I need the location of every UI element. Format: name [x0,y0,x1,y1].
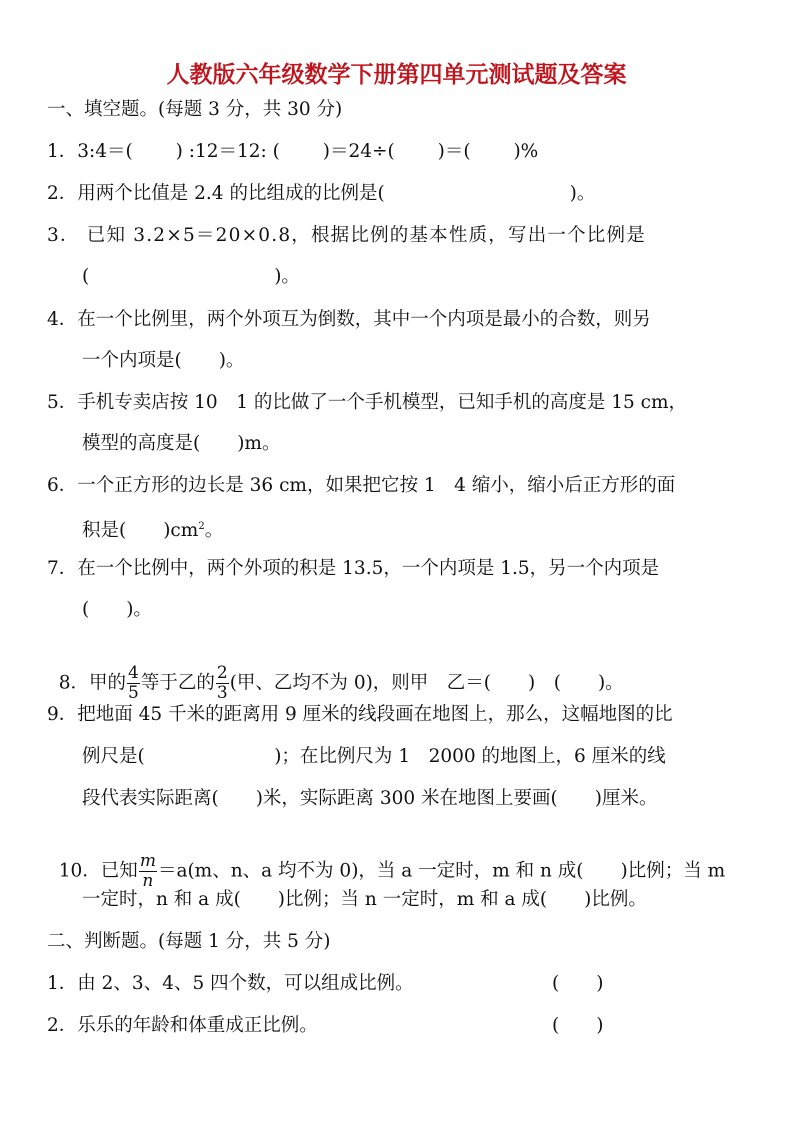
question-4-continued: 一个内项是( )。 [82,350,245,371]
q8-part1: 8．甲的 [58,672,127,694]
fraction-numerator: m [139,851,156,871]
question-9-continued: 例尺是( )；在比例尺为 1 2000 的地图上，6 厘米的线 [82,746,666,767]
question-5: 5．手机专卖店按 10 1 的比做了一个手机模型，已知手机的高度是 15 cm， [47,392,688,413]
q6-superscript: 2 [198,521,205,532]
question-3: 3． 已知 3.2×5＝20×0.8，根据比例的基本性质，写出一个比例是 [47,225,646,246]
question-9: 9．把地面 45 千米的距离用 9 厘米的线段画在地图上，那么，这幅地图的比 [47,704,673,725]
document-title: 人教版六年级数学下册第四单元测试题及答案 [166,62,627,88]
question-5-continued: 模型的高度是( )m。 [82,433,281,454]
judge-question-1: 1．由 2、3、4、5 四个数，可以组成比例。 [47,973,414,994]
fraction-denominator: n [142,871,154,891]
q8-part2: 等于乙的 [140,672,215,694]
judge-1-answer-blank: ( ) [552,973,604,994]
question-2: 2．用两个比值是 2.4 的比组成的比例是( )。 [47,183,596,204]
q6-end: 。 [204,520,224,542]
fraction-numerator: 4 [128,663,139,683]
fraction-denominator: 3 [216,683,228,703]
question-6: 6．一个正方形的边长是 36 cm，如果把它按 1 4 缩小，缩小后正方形的面 [47,475,676,496]
q10-part1: 10．已知 [58,860,138,882]
fraction-numerator: 2 [216,663,228,683]
question-10-continued: 一定时，n 和 a 成( )比例；当 n 一定时，m 和 a 成( )比例。 [82,889,647,910]
question-4: 4．在一个比例里，两个外项互为倒数，其中一个内项是最小的合数，则另 [47,309,651,330]
fraction-4-5 [127,664,140,703]
question-8 [47,640,624,703]
question-7: 7．在一个比例中，两个外项的积是 13.5，一个内项是 1.5，另一个内项是 [47,558,660,579]
question-10 [47,828,725,891]
fraction-m-n [139,852,157,891]
q8-part3: (甲、乙均不为 0)，则甲 乙＝( ) ( )。 [229,672,624,694]
question-9-continued-2: 段代表实际距离( )米，实际距离 300 米在地图上要画( )厘米。 [82,788,658,809]
question-6-continued [82,515,223,543]
q10-part2: ＝a(m、n、a 均不为 0)，当 a 一定时，m 和 n 成( )比例；当 m [157,860,726,882]
question-1: 1．3:4＝( ) :12＝12: ( )＝24÷( )＝( )% [47,141,539,162]
section-heading-fill-blank: 一、填空题。(每题 3 分，共 30 分) [47,99,343,120]
question-3-continued: ( )。 [82,266,300,287]
q6-text: 积是( )cm [82,520,199,542]
judge-2-answer-blank: ( ) [552,1015,604,1036]
judge-question-2: 2．乐乐的年龄和体重成正比例。 [47,1015,318,1036]
question-7-continued: ( )。 [82,599,152,620]
section-heading-true-false: 二、判断题。(每题 1 分，共 5 分) [47,931,331,952]
fraction-2-3 [216,664,229,703]
fraction-denominator: 5 [128,683,139,703]
